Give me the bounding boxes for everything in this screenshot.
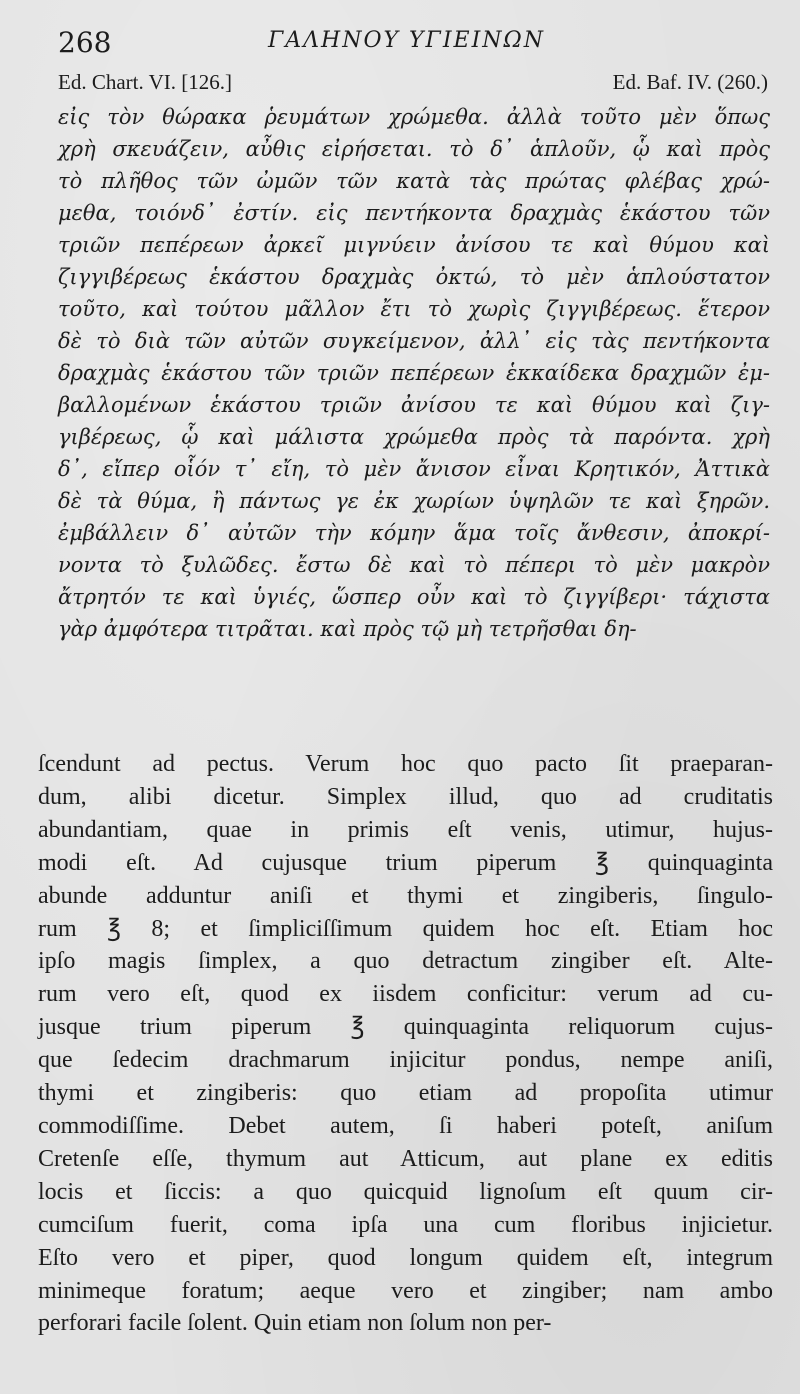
greek-text-line: τριῶν πεπέρεων ἀρκεῖ μιγνύειν ἀνίσου τε καὶ θύμου καὶ bbox=[58, 233, 770, 257]
greek-text-line: γιβέρεως, ᾧ καὶ μάλιστα χρώμεθα πρὸς τὰ παρόντα. χρὴ bbox=[58, 425, 770, 449]
latin-text-line: minimeque foratum; aeque vero et zingiber; nam ambo bbox=[38, 1277, 773, 1304]
greek-text-line: χρὴ σκευάζειν, αὖθις εἰρήσεται. τὸ δ᾽ ἁπλοῦν, ᾧ καὶ πρὸς bbox=[58, 137, 770, 161]
greek-text-line: δὲ τὰ θύμα, ἢ πάντως γε ἐκ χωρίων ὑψηλῶν τε καὶ ξηρῶν. bbox=[58, 489, 770, 513]
latin-text-line: thymi et zingiberis: quo etiam ad propoſita utimur bbox=[38, 1080, 773, 1107]
greek-text-line: μεθα, τοιόνδ᾽ ἐστίν. εἰς πεντήκοντα δραχμὰς ἑκάστου τῶν bbox=[58, 201, 770, 225]
latin-text-line: jusque trium piperum ℥ quinquaginta reliquorum cujus- bbox=[38, 1014, 773, 1041]
latin-text-line: locis et ſiccis: a quo quicquid lignoſum eſt quum cir- bbox=[38, 1178, 773, 1205]
latin-text-line: abundantiam, quae in primis eſt venis, utimur, hujus- bbox=[38, 816, 773, 843]
greek-text-line: νοντα τὸ ξυλῶδες. ἔστω δὲ καὶ τὸ πέπερι τὸ μὲν μακρὸν bbox=[58, 553, 770, 577]
latin-text-line: rum ℥ 8; et ſimpliciſſimum quidem hoc eſt. Etiam hoc bbox=[38, 915, 773, 942]
running-title: ΓΑΛΗΝΟΥ ΥΓΙΕΙΝΩΝ bbox=[268, 28, 545, 53]
greek-text-line: ζιγγιβέρεως ἑκάστου δραχμὰς ὀκτώ, τὸ μὲν ἁπλούστατον bbox=[58, 265, 770, 289]
latin-text-line: abunde adduntur aniſi et thymi et zingiberis, ſingulo- bbox=[38, 882, 773, 909]
page-number: 268 bbox=[58, 26, 112, 59]
greek-text-line: ἄτρητόν τε καὶ ὑγιές, ὥσπερ οὖν καὶ τὸ ζιγγίβερι· τάχιστα bbox=[58, 585, 770, 609]
edition-chartier-reference: Ed. Chart. VI. [126.] bbox=[58, 70, 232, 94]
latin-text-line: rum vero eſt, quod ex iisdem conficitur: verum ad cu- bbox=[38, 981, 773, 1008]
latin-text-line: perforari facile ſolent. Quin etiam non ſolum non per- bbox=[38, 1310, 552, 1337]
latin-text-line: Cretenſe eſſe, thymum aut Atticum, aut plane ex editis bbox=[38, 1145, 773, 1172]
greek-text-line: τὸ πλῆθος τῶν ὠμῶν τῶν κατὰ τὰς πρώτας φλέβας χρώ- bbox=[58, 169, 770, 193]
latin-text-line: cumciſum fuerit, coma ipſa una cum floribus injicietur. bbox=[38, 1211, 773, 1238]
latin-text-block bbox=[38, 748, 773, 1340]
greek-text-line: δὲ τὸ διὰ τῶν αὐτῶν συγκείμενον, ἀλλ᾽ εἰς τὰς πεντήκοντα bbox=[58, 329, 770, 353]
latin-text-line: ipſo magis ſimplex, a quo detractum zingiber eſt. Alte- bbox=[38, 948, 773, 975]
greek-text-line: τοῦτο, καὶ τούτου μᾶλλον ἔτι τὸ χωρὶς ζιγγιβέρεως. ἕτερον bbox=[58, 297, 770, 321]
greek-text-line: ἐμβάλλειν δ᾽ αὐτῶν τὴν κόμην ἅμα τοῖς ἄνθεσιν, ἀποκρί- bbox=[58, 521, 770, 545]
greek-text-line: δ᾽, εἴπερ οἷόν τ᾽ εἴη, τὸ μὲν ἄνισον εἶναι Κρητικόν, Ἀττικὰ bbox=[58, 457, 770, 481]
latin-text-line: que ſedecim drachmarum injicitur pondus, nempe aniſi, bbox=[38, 1047, 773, 1074]
greek-text-line: βαλλομένων ἑκάστου τριῶν ἀνίσου τε καὶ θύμου καὶ ζιγ- bbox=[58, 393, 770, 417]
latin-text-line: ſcendunt ad pectus. Verum hoc quo pacto ſit praeparan- bbox=[38, 751, 773, 777]
greek-text-line: εἰς τὸν θώρακα ῥευμάτων χρώμεθα. ἀλλὰ τοῦτο μὲν ὅπως bbox=[58, 105, 770, 129]
latin-text-line: Eſto vero et piper, quod longum quidem eſt, integrum bbox=[38, 1244, 773, 1271]
greek-text-block bbox=[58, 101, 770, 645]
latin-text-line: modi eſt. Ad cujusque trium piperum ℥ quinquaginta bbox=[38, 849, 773, 876]
edition-basel-reference: Ed. Baf. IV. (260.) bbox=[612, 70, 768, 94]
latin-text-line: commodiſſime. Debet autem, ſi haberi poteſt, aniſum bbox=[38, 1112, 773, 1139]
greek-text-line: δραχμὰς ἑκάστου τῶν τριῶν πεπέρεων ἑκκαίδεκα δραχμῶν ἐμ- bbox=[58, 361, 770, 385]
latin-text-line: dum, alibi dicetur. Simplex illud, quo ad cruditatis bbox=[38, 783, 773, 810]
edition-reference-line bbox=[58, 70, 768, 100]
greek-text-line: γὰρ ἀμφότερα τιτρᾶται. καὶ πρὸς τῷ μὴ τετρῆσθαι δη- bbox=[58, 617, 637, 641]
running-head bbox=[58, 22, 768, 62]
